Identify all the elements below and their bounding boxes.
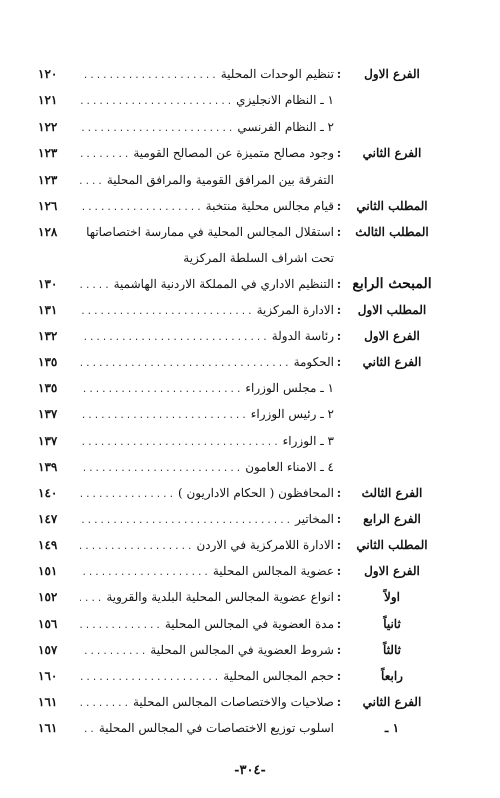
toc-entry-heading: ثالثاً — [383, 643, 401, 657]
toc-entry-leader-dots — [80, 300, 254, 324]
page-number: -٣٠٤- — [234, 763, 266, 778]
toc-entry-heading: المطلب الثاني — [356, 538, 428, 552]
toc-entry-content — [80, 481, 334, 507]
toc-entry-heading: رابعاً — [381, 669, 403, 683]
toc-entry-content — [80, 324, 334, 350]
toc-entry-title: المحافظون ( الحكام الاداريون ) — [178, 486, 334, 500]
toc-entry-page-number: ١٣٢ — [38, 329, 58, 343]
toc-entry-colon: : — [336, 669, 342, 683]
toc-entry — [0, 612, 500, 636]
toc-entry — [0, 585, 500, 609]
toc-entry-colon: : — [336, 564, 342, 578]
toc-entry-heading: الفرع الثاني — [362, 355, 422, 369]
toc-entry-content — [80, 62, 334, 88]
toc-entry-page-number: ١٣٥ — [38, 355, 58, 369]
toc-entry-page-number: ١٢٣ — [38, 146, 58, 160]
toc-entry-heading: المطلب الثاني — [356, 199, 428, 213]
toc-entry-title: صلاحيات والاختصاصات المجالس المحلية — [133, 695, 334, 709]
toc-entry-title: ١ ـ النظام الانجليزي — [236, 93, 334, 107]
toc-entry-content — [80, 429, 334, 455]
toc-entry-colon: : — [336, 277, 342, 291]
toc-entry-content — [80, 402, 334, 428]
toc-entry-title: مدة العضوية في المجالس المحلية — [164, 617, 334, 631]
toc-entry-leader-dots — [80, 614, 162, 638]
toc-entry — [0, 168, 500, 192]
toc-entry — [0, 88, 500, 112]
toc-entry — [0, 350, 500, 374]
toc-entry-leader-dots — [80, 64, 218, 88]
toc-entry-content — [80, 533, 334, 559]
toc-entry-colon: : — [336, 225, 342, 239]
toc-entry-heading: الفرع الاول — [364, 564, 420, 578]
toc-entry — [0, 690, 500, 714]
toc-entry-leader-dots — [80, 378, 242, 402]
toc-entry-leader-dots — [80, 483, 175, 507]
toc-entry-page-number: ١٦١ — [38, 721, 58, 735]
toc-entry-page-number: ١٤٠ — [38, 486, 58, 500]
toc-entry-page-number: ١٦١ — [38, 695, 58, 709]
toc-entry-title: التنظيم الاداري في المملكة الاردنية الهاشمية — [113, 277, 334, 291]
toc-entry — [0, 507, 500, 531]
toc-entry — [0, 62, 500, 86]
toc-entry — [0, 298, 500, 322]
toc-entry-leader-dots — [80, 404, 248, 428]
toc-entry — [0, 272, 500, 296]
toc-entry-leader-dots — [80, 222, 83, 246]
toc-entry-page-number: ١٣٩ — [38, 460, 58, 474]
toc-entry — [0, 716, 500, 740]
toc-entry-content — [80, 194, 334, 220]
toc-entry-content — [80, 559, 334, 585]
toc-entry-leader-dots — [80, 196, 203, 220]
toc-entry-content — [80, 716, 334, 742]
toc-entry-title: عضوية المجالس المحلية — [212, 564, 334, 578]
toc-entry-title: ٤ ـ الامناء العامون — [245, 460, 334, 474]
toc-entry-colon: : — [336, 329, 342, 343]
toc-entry-heading: الفرع الثاني — [362, 695, 422, 709]
toc-entry-heading: الفرع الاول — [364, 329, 420, 343]
toc-entry-content — [80, 507, 334, 533]
toc-entry-heading: ١ ـ — [384, 721, 400, 735]
toc-entry-heading: الفرع الثالث — [361, 486, 423, 500]
toc-entry-page-number: ١٣٥ — [38, 381, 58, 395]
toc-entry-title: تنظيم الوحدات المحلية — [220, 67, 334, 81]
toc-entry-title: الادارة اللامركزية في الاردن — [196, 538, 334, 552]
toc-entry-page-number: ١٤٧ — [38, 512, 58, 526]
toc-entry-heading: الفرع الرابع — [363, 512, 421, 526]
toc-entry-page-number: ١٣٧ — [38, 407, 58, 421]
toc-entry-colon: : — [336, 617, 342, 631]
toc-entry-heading: المطلب الثالث — [355, 225, 429, 239]
toc-entry-heading: المطلب الاول — [357, 303, 427, 317]
toc-entry-content — [80, 115, 334, 141]
toc-entry — [0, 664, 500, 688]
toc-entry-page-number: ١٥٢ — [38, 590, 58, 604]
toc-entry-title: ٢ ـ النظام الفرنسي — [237, 120, 334, 134]
toc-entry-leader-dots — [80, 170, 104, 194]
toc-entry — [0, 533, 500, 557]
toc-entry — [0, 638, 500, 662]
toc-entry-leader-dots — [80, 457, 242, 481]
toc-entry-content — [80, 168, 334, 194]
toc-entry-title: المخاتير — [295, 512, 334, 526]
toc-entry-content — [80, 220, 334, 246]
toc-entry-page-number: ١٢١ — [38, 93, 58, 107]
toc-entry-title: الحكومة — [293, 355, 334, 369]
toc-entry — [0, 455, 500, 479]
toc-entry-title: حجم المجالس المحلية — [223, 669, 334, 683]
toc-entry-page-number: ١٥٦ — [38, 617, 58, 631]
toc-entry-page-number: ١٢٢ — [38, 120, 58, 134]
toc-entry — [0, 246, 500, 270]
toc-entry-page-number: ١٦٠ — [38, 669, 58, 683]
toc-entry-heading: ثانياً — [383, 617, 401, 631]
toc-entry — [0, 220, 500, 244]
toc-entry-leader-dots — [80, 509, 292, 533]
toc-entry-heading: الفرع الثاني — [362, 146, 422, 160]
toc-entry-title: رئاسة الدولة — [271, 329, 334, 343]
toc-entry-heading: المبحث الرابع — [352, 276, 432, 292]
toc-entry-title: استقلال المجالس المحلية في ممارسة اختصاصاتها — [86, 225, 334, 239]
toc-entry-content — [80, 612, 334, 638]
toc-entry-leader-dots — [80, 718, 96, 742]
toc-entry-leader-dots — [80, 666, 220, 690]
toc-entry-content — [80, 141, 334, 167]
toc-entry-content — [80, 298, 334, 324]
toc-entry-page-number: ١٢٨ — [38, 225, 58, 239]
toc-entry-content — [80, 664, 334, 690]
toc-entry-content — [80, 350, 334, 376]
toc-entry-leader-dots — [80, 640, 147, 664]
toc-entry-content — [80, 376, 334, 402]
toc-entry-title: وجود مصالح متميزة عن المصالح القومية — [133, 146, 334, 160]
toc-entry-leader-dots — [80, 587, 103, 611]
toc-entry-leader-dots — [80, 431, 280, 455]
toc-entry-leader-dots — [80, 90, 233, 114]
toc-entry-colon: : — [336, 355, 342, 369]
toc-entry-leader-dots — [80, 692, 130, 716]
toc-entry-colon: : — [336, 486, 342, 500]
toc-entry-content — [80, 455, 334, 481]
toc-entry-page-number: ١٢٠ — [38, 67, 58, 81]
toc-entry — [0, 324, 500, 348]
toc-entry — [0, 194, 500, 218]
toc-entry-page-number: ١٣٧ — [38, 434, 58, 448]
toc-entry-colon: : — [336, 67, 342, 81]
toc-entry-colon: : — [336, 590, 342, 604]
toc-entry — [0, 481, 500, 505]
toc-entry-colon: : — [336, 643, 342, 657]
toc-entry-leader-dots — [80, 143, 130, 167]
toc-entry-colon: : — [336, 303, 342, 317]
toc-entry-colon: : — [336, 199, 342, 213]
toc-entry-title: انواع عضوية المجالس المحلية البلدية والقروية — [106, 590, 334, 604]
toc-entry-colon: : — [336, 512, 342, 526]
toc-entry-page-number: ١٣١ — [38, 303, 58, 317]
toc-entry-title: شروط العضوية في المجالس المحلية — [150, 643, 334, 657]
toc-entry — [0, 141, 500, 165]
toc-entry-title: ١ ـ مجلس الوزراء — [245, 381, 334, 395]
toc-entry-content — [80, 88, 334, 114]
toc-entry-title: ٢ ـ رئيس الوزراء — [250, 407, 334, 421]
toc-entry — [0, 376, 500, 400]
toc-entry-content — [80, 690, 334, 716]
toc-entry-colon: : — [336, 146, 342, 160]
toc-entry-page-number: ١٣٠ — [38, 277, 58, 291]
toc-entry-leader-dots — [80, 561, 210, 585]
toc-entry-title: تحت اشراف السلطة المركزية — [183, 251, 334, 265]
toc-entry-page-number: ١٢٣ — [38, 173, 58, 187]
toc-entry-title: ٣ ـ الوزراء — [282, 434, 334, 448]
toc-entry-colon: : — [336, 538, 342, 552]
toc-entry-title: اسلوب توزيع الاختصاصات في المجالس المحلية — [98, 721, 334, 735]
toc-entry-colon: : — [336, 695, 342, 709]
toc-entry-content — [80, 272, 334, 298]
toc-entry-title: الادارة المركزية — [256, 303, 334, 317]
toc-entry-page-number: ١٥٧ — [38, 643, 58, 657]
toc-entry-title: التفرقة بين المرافق القومية والمرافق المحلية — [106, 173, 334, 187]
toc-entry-leader-dots — [80, 535, 193, 559]
toc-entry-page-number: ١٤٩ — [38, 538, 58, 552]
toc-entry — [0, 559, 500, 583]
toc-entry-leader-dots — [80, 352, 291, 376]
toc-entry — [0, 402, 500, 426]
toc-entry-heading: اولاً — [384, 590, 400, 604]
toc-entry — [0, 115, 500, 139]
toc-entry-content — [80, 246, 334, 270]
toc-entry-leader-dots — [80, 117, 234, 141]
toc-entry-content — [80, 585, 334, 611]
toc-entry-leader-dots — [80, 274, 111, 298]
toc-entry — [0, 429, 500, 453]
toc-entry-page-number: ١٢٦ — [38, 199, 58, 213]
toc-entry-heading: الفرع الاول — [364, 67, 420, 81]
toc-entry-page-number: ١٥١ — [38, 564, 58, 578]
toc-entry-leader-dots — [80, 326, 269, 350]
toc-entry-content — [80, 638, 334, 664]
toc-entry-title: قيام مجالس محلية منتخبة — [205, 199, 334, 213]
